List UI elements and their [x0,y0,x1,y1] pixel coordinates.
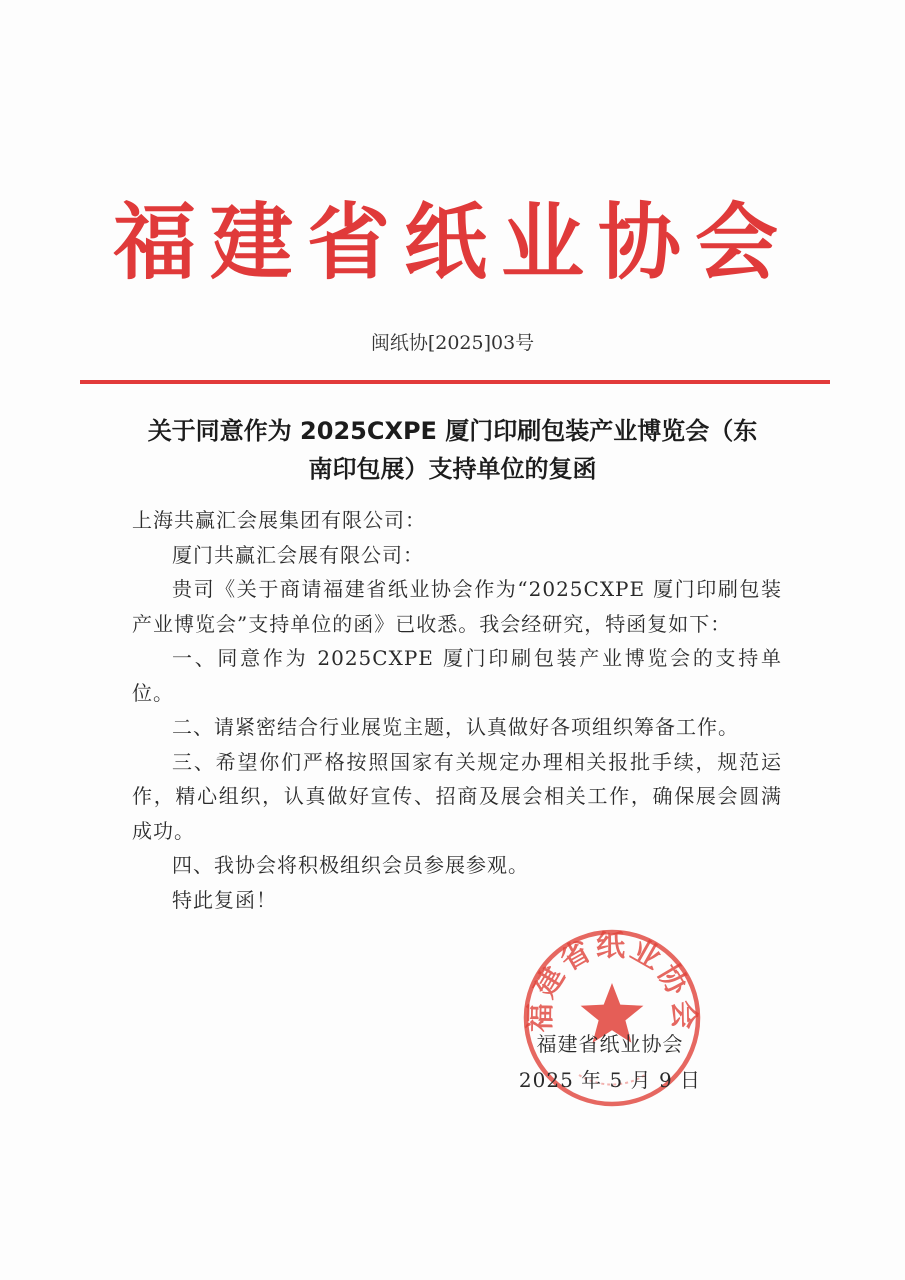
red-divider-line [80,380,830,384]
addressee-1: 上海共赢汇会展集团有限公司： [132,508,426,532]
signature-org-text: 福建省纸业协会 [536,1032,684,1056]
intro-paragraph: 贵司《关于商请福建省纸业协会作为“2025CXPE 厦门印刷包装产业博览会”支持单位的函》已收悉。我会经研究，特函复如下： [132,577,782,636]
letter-body [132,503,782,917]
seal-text: 福建省纸业协会 [522,928,702,1033]
document-number: 闽纸协[2025]03号 [370,332,535,354]
letterhead-org-name: 福建省纸业协会 [113,193,792,291]
item-4: 四、我协会将积极组织会员参展参观。 [172,853,529,877]
closing-line: 特此复函！ [172,887,277,912]
item-1: 一、同意作为 2025CXPE 厦门印刷包装产业博览会的支持单位。 [132,646,782,705]
signature-date [500,1066,720,1094]
item-2: 二、请紧密结合行业展览主题，认真做好各项组织筹备工作。 [172,715,739,739]
signature-org [500,1030,720,1058]
title-line-2: 南印包展）支持单位的复函 [308,455,597,483]
title-line-1: 关于同意作为 2025CXPE 厦门印刷包装产业博览会（东 [147,417,758,445]
document-title [120,412,785,488]
addressee-2: 厦门共赢汇会展有限公司： [172,542,424,567]
item-3: 三、希望你们严格按照国家有关规定办理相关报批手续，规范运作，精心组织，认真做好宣传、招商及展会相关工作，确保展会圆满成功。 [132,749,782,843]
signature-date-text: 2025 年 5 月 9 日 [518,1068,702,1092]
